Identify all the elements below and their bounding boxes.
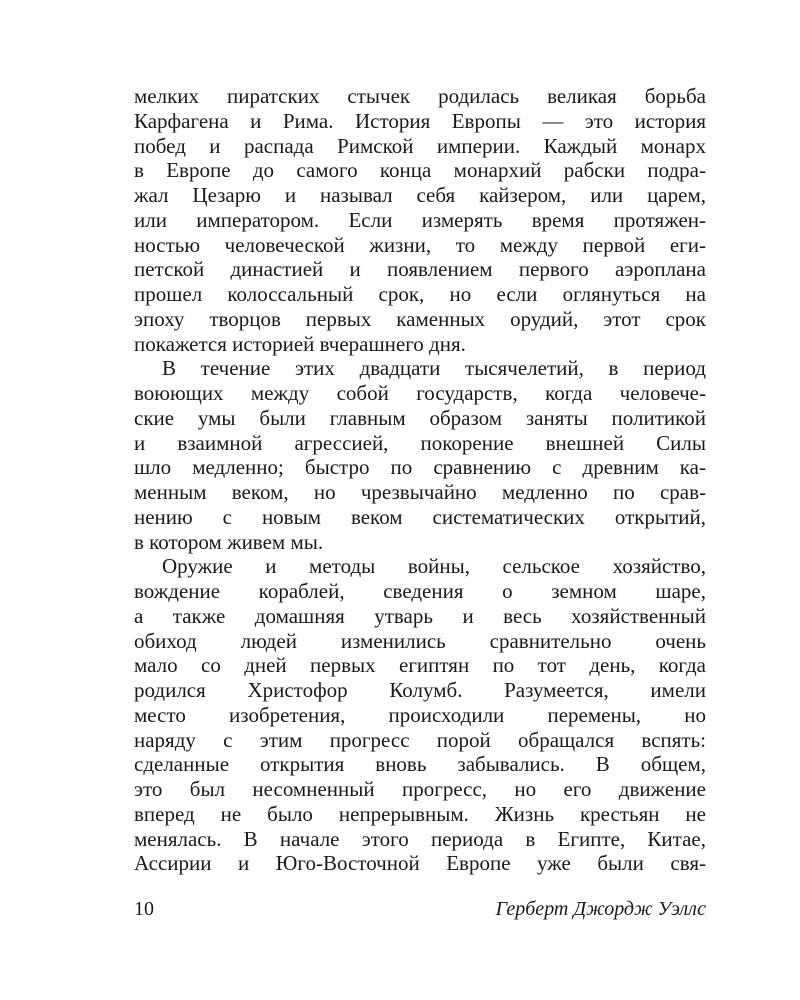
text-line: наряду с этим прогресс порой обращался вспять: <box>134 727 706 752</box>
text-line: а также домашняя утварь и весь хозяйственный <box>134 603 706 628</box>
text-line: воюющих между собой государств, когда человече- <box>134 381 706 405</box>
page-number: 10 <box>134 898 154 920</box>
text-line: мелких пиратских стычек родилась великая борьба <box>134 84 706 108</box>
page-footer <box>134 898 706 928</box>
text-line: обиход людей изменились сравнительно очень <box>134 628 706 653</box>
text-line: петской династией и появлением первого аэроплана <box>134 257 706 282</box>
text-line: мало со дней первых египтян по тот день, когда <box>134 653 706 678</box>
text-line: ностью человеческой жизни, то между первой еги- <box>134 232 706 257</box>
text-line: покажется историей вчерашнего дня. <box>134 331 466 356</box>
text-line: шло медленно; быстро по сравнению с древним ка- <box>134 455 706 480</box>
text-line: в котором живем мы. <box>134 529 324 554</box>
book-page-text <box>134 84 706 876</box>
text-line: Ассирии и Юго-Восточной Европе уже были свя- <box>134 851 706 876</box>
text-line: вождение кораблей, сведения о земном шаре, <box>134 579 706 603</box>
text-line: эпоху творцов первых каменных орудий, этот срок <box>134 306 706 331</box>
text-line: ские умы были главным образом заняты политикой <box>134 405 706 430</box>
text-line: это был несомненный прогресс, но его движение <box>134 777 706 801</box>
text-line: Карфагена и Рима. История Европы — это история <box>134 108 706 133</box>
text-line: нению с новым веком систематических открытий, <box>134 504 706 529</box>
text-line: менялась. В начале этого периода в Египте, Китае, <box>134 826 706 851</box>
text-line: или императором. Если измерять время протяжен- <box>134 207 706 232</box>
text-line: в Европе до самого конца монархий рабски подра- <box>134 158 706 183</box>
text-line: и взаимной агрессией, покорение внешней Силы <box>134 430 706 455</box>
text-line: прошел колоссальный срок, но если оглянуться на <box>134 282 706 306</box>
text-line: родился Христофор Колумб. Разумеется, имели <box>134 678 706 702</box>
text-line: побед и распада Римской империи. Каждый монарх <box>134 133 706 158</box>
text-line: жал Цезарю и называл себя кайзером, или царем, <box>134 183 706 207</box>
text-line: В течение этих двадцати тысячелетий, в период <box>162 356 706 381</box>
text-line: сделанные открытия вновь забывались. В общем, <box>134 752 706 777</box>
text-line: место изобретения, происходили перемены, но <box>134 702 706 727</box>
text-line: Оружие и методы войны, сельское хозяйство, <box>162 554 706 579</box>
text-line: вперед не было непрерывным. Жизнь крестьян не <box>134 801 706 826</box>
text-line: менным веком, но чрезвычайно медленно по срав- <box>134 480 706 504</box>
running-title: Герберт Джордж Уэллс <box>495 898 706 920</box>
